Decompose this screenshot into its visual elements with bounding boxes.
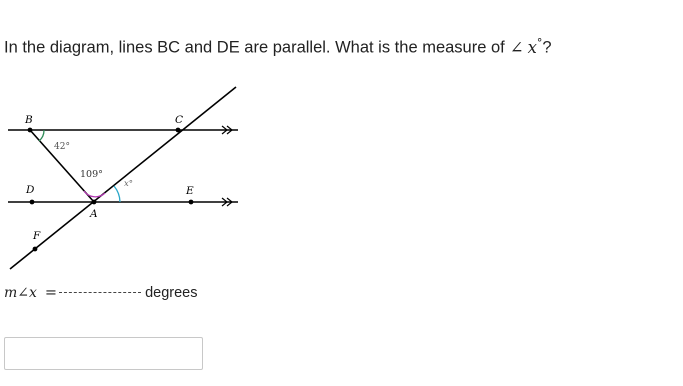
angle-arc-x xyxy=(114,186,120,202)
angle-arc-109 xyxy=(84,191,105,197)
angle-variable: x xyxy=(527,37,537,57)
point-b xyxy=(28,128,33,133)
measure-label xyxy=(4,285,37,301)
label-a: A xyxy=(90,208,98,220)
label-f: F xyxy=(33,230,41,242)
answer-input[interactable] xyxy=(4,337,203,370)
degree-symbol: ° xyxy=(536,36,543,49)
point-c xyxy=(176,128,181,133)
point-e xyxy=(189,200,194,205)
label-d: D xyxy=(26,184,35,196)
angle-symbol: ∠ xyxy=(509,37,524,57)
point-a xyxy=(92,200,97,205)
label-b: B xyxy=(25,114,33,126)
angle-expression xyxy=(510,38,543,57)
answer-blank-line xyxy=(59,292,141,293)
angle-label-109: 109° xyxy=(80,169,103,180)
measure-variable: x xyxy=(29,285,37,301)
point-d xyxy=(30,200,35,205)
question-prompt: In the diagram, lines BC and DE are parallel. What is the measure of xyxy=(4,38,505,57)
question-text xyxy=(4,36,552,58)
transversal-fc xyxy=(10,87,236,269)
label-c: C xyxy=(175,114,184,126)
measure-prefix: m∠ xyxy=(4,285,30,301)
answer-row xyxy=(4,285,197,301)
equals-sign: = xyxy=(44,285,58,301)
angle-arc-42 xyxy=(39,130,44,141)
geometry-diagram xyxy=(0,80,260,280)
angle-label-42: 42° xyxy=(54,142,70,152)
question-mark: ? xyxy=(542,38,552,57)
point-f xyxy=(33,247,38,252)
units-label: degrees xyxy=(145,285,198,301)
angle-label-x: x° xyxy=(124,179,134,189)
label-e: E xyxy=(186,185,194,197)
